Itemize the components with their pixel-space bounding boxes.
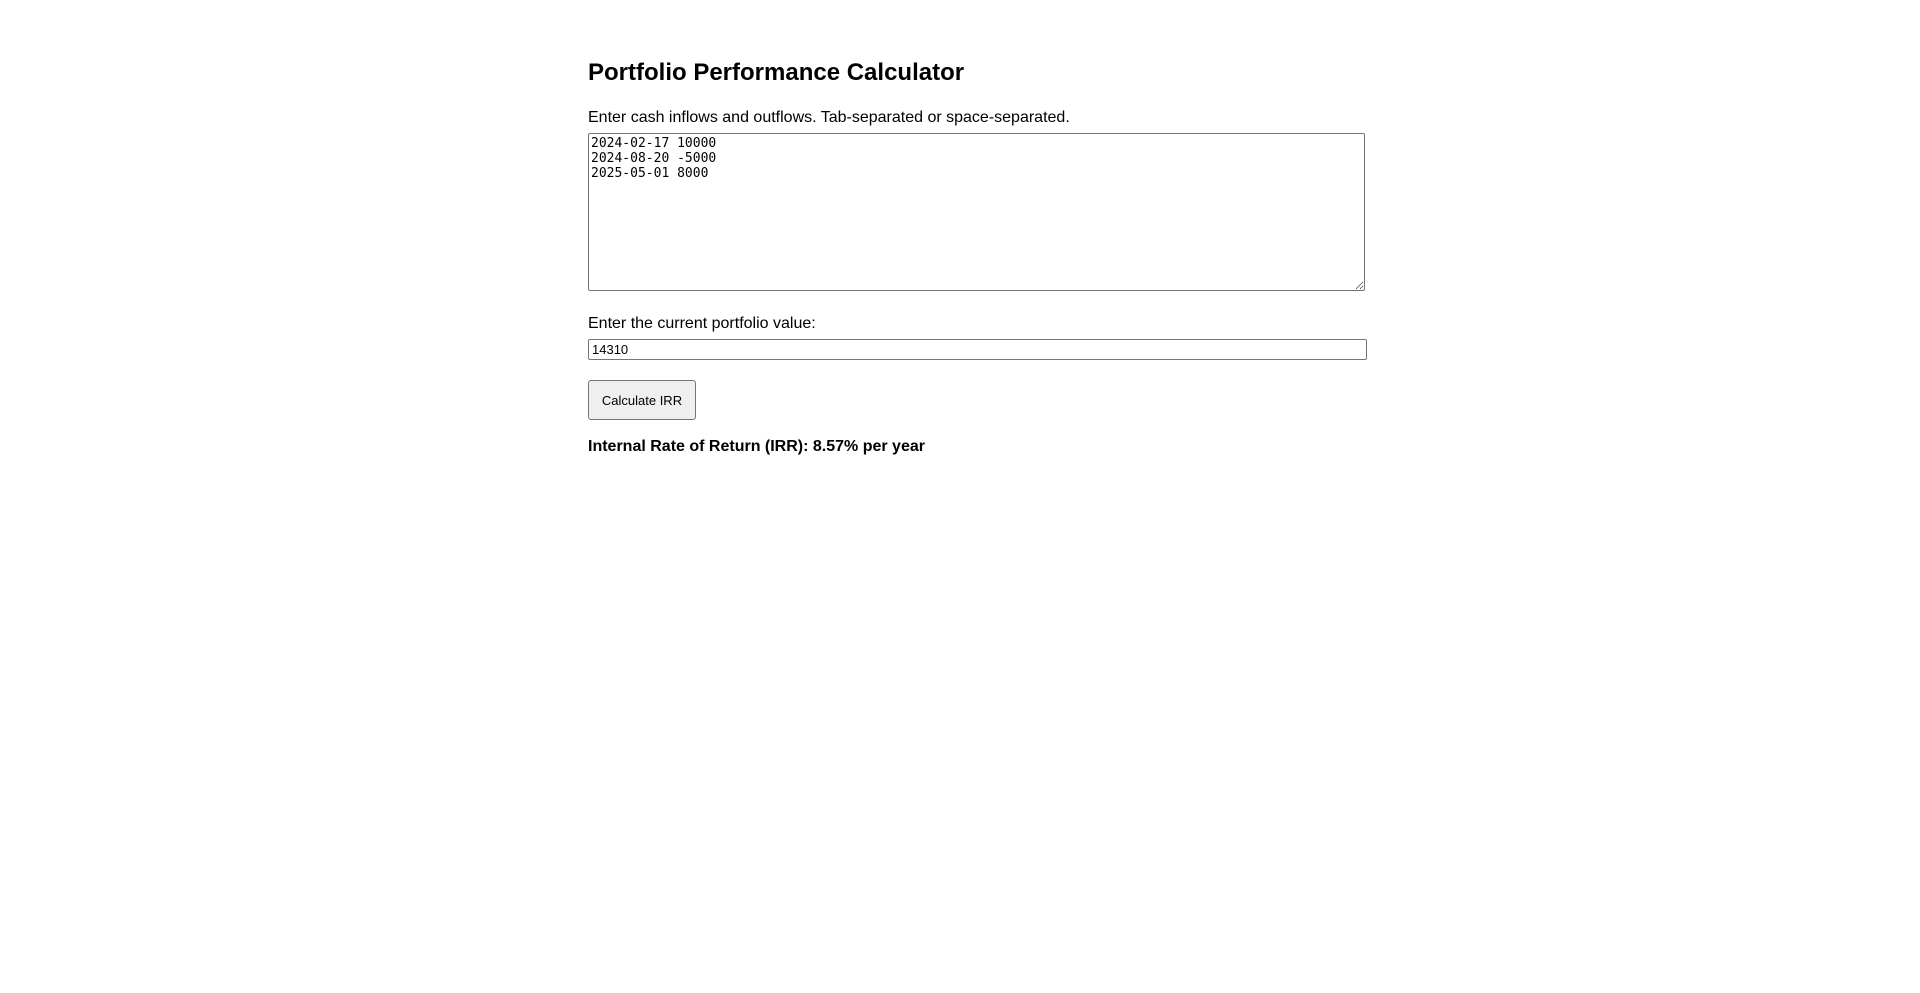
cash-flows-label: Enter cash inflows and outflows. Tab-separated or space-separated. [588, 109, 1070, 126]
calculate-irr-button[interactable]: Calculate IRR [588, 380, 696, 420]
page-title: Portfolio Performance Calculator [588, 59, 965, 86]
cash-flows-textarea[interactable] [588, 133, 1365, 291]
portfolio-value-input[interactable] [588, 339, 1367, 360]
irr-result: Internal Rate of Return (IRR): 8.57% per year [588, 438, 925, 455]
portfolio-value-label: Enter the current portfolio value: [588, 315, 816, 332]
